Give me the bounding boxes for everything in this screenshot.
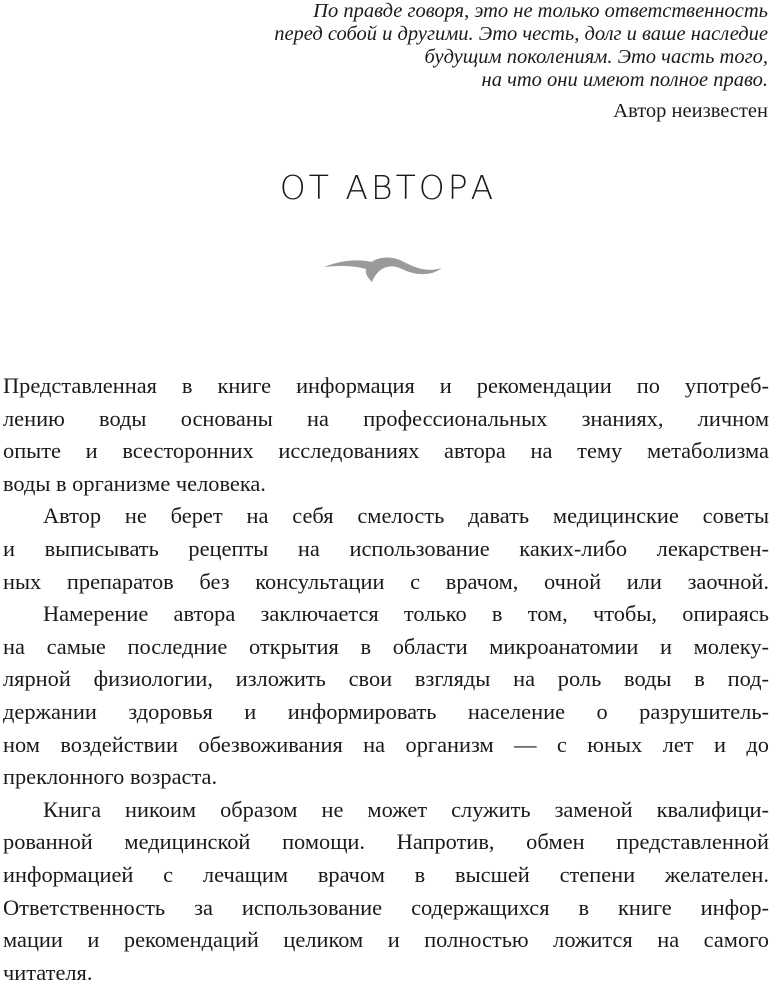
body-line: преклонного возраста. [3,764,218,790]
body-line: Намерение автора заключается только в том, чтобы, опираясь [43,601,769,627]
body-line: Представленная в книге информация и рекомендации по употреб- [3,373,769,398]
body-line: на самые последние открытия в области микроанатомии и молеку- [3,633,769,659]
body-line: рованной медицинской помощи. Напротив, обмен представленной [3,829,769,855]
epigraph [168,0,768,92]
ornament-swash-icon [322,252,444,286]
body-line: информацией с лечащим врачом в высшей степени желателен. [3,861,769,887]
body-line: опыте и всесторонних исследованиях автора на тему метаболизма [3,438,769,464]
epigraph-line: По правде говоря, это не только ответственность [313,0,768,22]
body-line: воды в организме человека. [3,470,266,496]
body-line: Ответственность за использование содержащихся в книге инфор- [3,894,769,920]
body-text [3,370,769,989]
body-line: лению воды основаны на профессиональных знаниях, личном [3,405,769,431]
body-line: Автор не берет на себя смелость давать медицинские советы [43,503,769,529]
epigraph-line: на что они имеют полное право. [481,69,768,91]
epigraph-line: перед собой и другими. Это честь, долг и ваше наследие [274,23,768,45]
body-line: ных препаратов без консультации с врачом, очной или заочной. [3,568,769,594]
epigraph-line: будущим поколениям. Это часть того, [424,46,768,68]
body-line: лярной физиологии, изложить свои взгляды на роль воды в под- [3,666,769,692]
body-line: Книга никоим образом не может служить заменой квалифици- [43,796,769,822]
chapter-title: ОТ АВТОРА [279,168,497,207]
body-line: и выписывать рецепты на использование каких-либо лекарствен- [3,535,769,561]
epigraph-author: Автор неизвестен [613,100,768,122]
body-line: мации и рекомендаций целиком и полностью ложится на самого [3,927,769,953]
body-line: ном воздействии обезвоживания на организм — с юных лет и до [3,731,769,757]
body-line: читателя. [3,959,93,985]
body-line: держании здоровья и информировать население о разрушитель- [3,698,769,724]
